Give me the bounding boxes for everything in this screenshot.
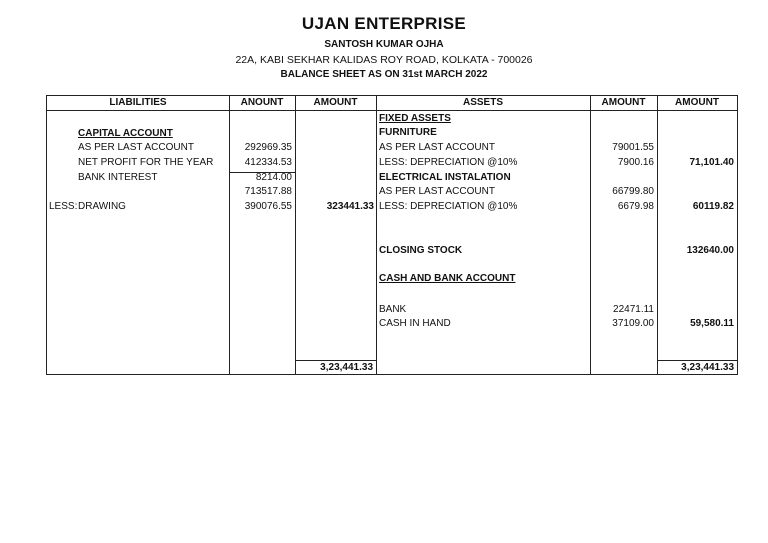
cash-bank-heading: CASH AND BANK ACCOUNT: [379, 273, 516, 284]
bank-interest-label: BANK INTEREST: [78, 172, 158, 183]
furniture-last-value: 79001.55: [612, 142, 654, 153]
furniture-depreciation-label: LESS: DEPRECIATION @10%: [379, 157, 518, 168]
closing-stock-value: 132640.00: [686, 245, 734, 256]
capital-account-heading: CAPITAL ACCOUNT: [78, 128, 173, 139]
total-line: [657, 360, 737, 361]
furniture-net-value: 71,101.40: [689, 157, 734, 168]
furniture-heading: FURNITURE: [379, 127, 437, 138]
header-amount-4: AMOUNT: [675, 97, 719, 108]
electrical-heading: ELECTRICAL INSTALATION: [379, 172, 511, 183]
header-liabilities: LIABILITIES: [109, 97, 167, 108]
column-divider: [295, 96, 296, 374]
column-divider: [229, 96, 230, 374]
company-address: 22A, KABI SEKHAR KALIDAS ROY ROAD, KOLKATA - 700026: [235, 54, 533, 66]
electrical-last-value: 66799.80: [612, 186, 654, 197]
column-divider: [376, 96, 377, 374]
bank-label: BANK: [379, 304, 407, 315]
column-divider: [590, 96, 591, 374]
header-assets: ASSETS: [462, 97, 503, 108]
company-title: UJAN ENTERPRISE: [301, 14, 467, 33]
furniture-depreciation-value: 7900.16: [617, 157, 654, 168]
total-line: [295, 360, 376, 361]
fixed-assets-heading: FIXED ASSETS: [379, 113, 451, 124]
bank-value: 22471.11: [613, 304, 654, 315]
electrical-last-label: AS PER LAST ACCOUNT: [379, 186, 495, 197]
net-profit-label: NET PROFIT FOR THE YEAR: [78, 157, 214, 168]
per-last-account-value: 292969.35: [244, 142, 292, 153]
furniture-last-label: AS PER LAST ACCOUNT: [379, 142, 495, 153]
header-amount-3: AMOUNT: [601, 97, 646, 108]
capital-subtotal: 713517.88: [244, 186, 292, 197]
drawing-value: 390076.55: [244, 201, 292, 212]
cash-in-hand-value: 37109.00: [612, 318, 654, 329]
header-amount-1: ANOUNT: [240, 97, 284, 108]
capital-net-value: 323441.33: [326, 201, 374, 212]
cash-in-hand-label: CASH IN HAND: [379, 318, 451, 329]
assets-total: 3,23,441.33: [681, 362, 734, 373]
electrical-depreciation-value: 6679.98: [617, 201, 654, 212]
closing-stock-label: CLOSING STOCK: [379, 245, 463, 256]
cash-bank-net-value: 59,580.11: [690, 318, 734, 329]
per-last-account-label: AS PER LAST ACCOUNT: [78, 142, 194, 153]
net-profit-value: 412334.53: [244, 157, 292, 168]
less-label: LESS:: [49, 201, 78, 212]
bank-interest-value: 8214.00: [255, 172, 292, 183]
electrical-depreciation-label: LESS: DEPRECIATION @10%: [379, 201, 518, 212]
header-amount-2: AMOUNT: [313, 97, 358, 108]
electrical-net-value: 60119.82: [692, 201, 734, 212]
column-divider: [657, 96, 658, 374]
owner-name: SANTOSH KUMAR OJHA: [324, 39, 444, 50]
header-divider: [47, 110, 737, 111]
statement-title: BALANCE SHEET AS ON 31st MARCH 2022: [280, 69, 488, 80]
balance-sheet-table: [46, 95, 738, 375]
liabilities-total: 3,23,441.33: [320, 362, 373, 373]
drawing-label: DRAWING: [78, 201, 126, 212]
